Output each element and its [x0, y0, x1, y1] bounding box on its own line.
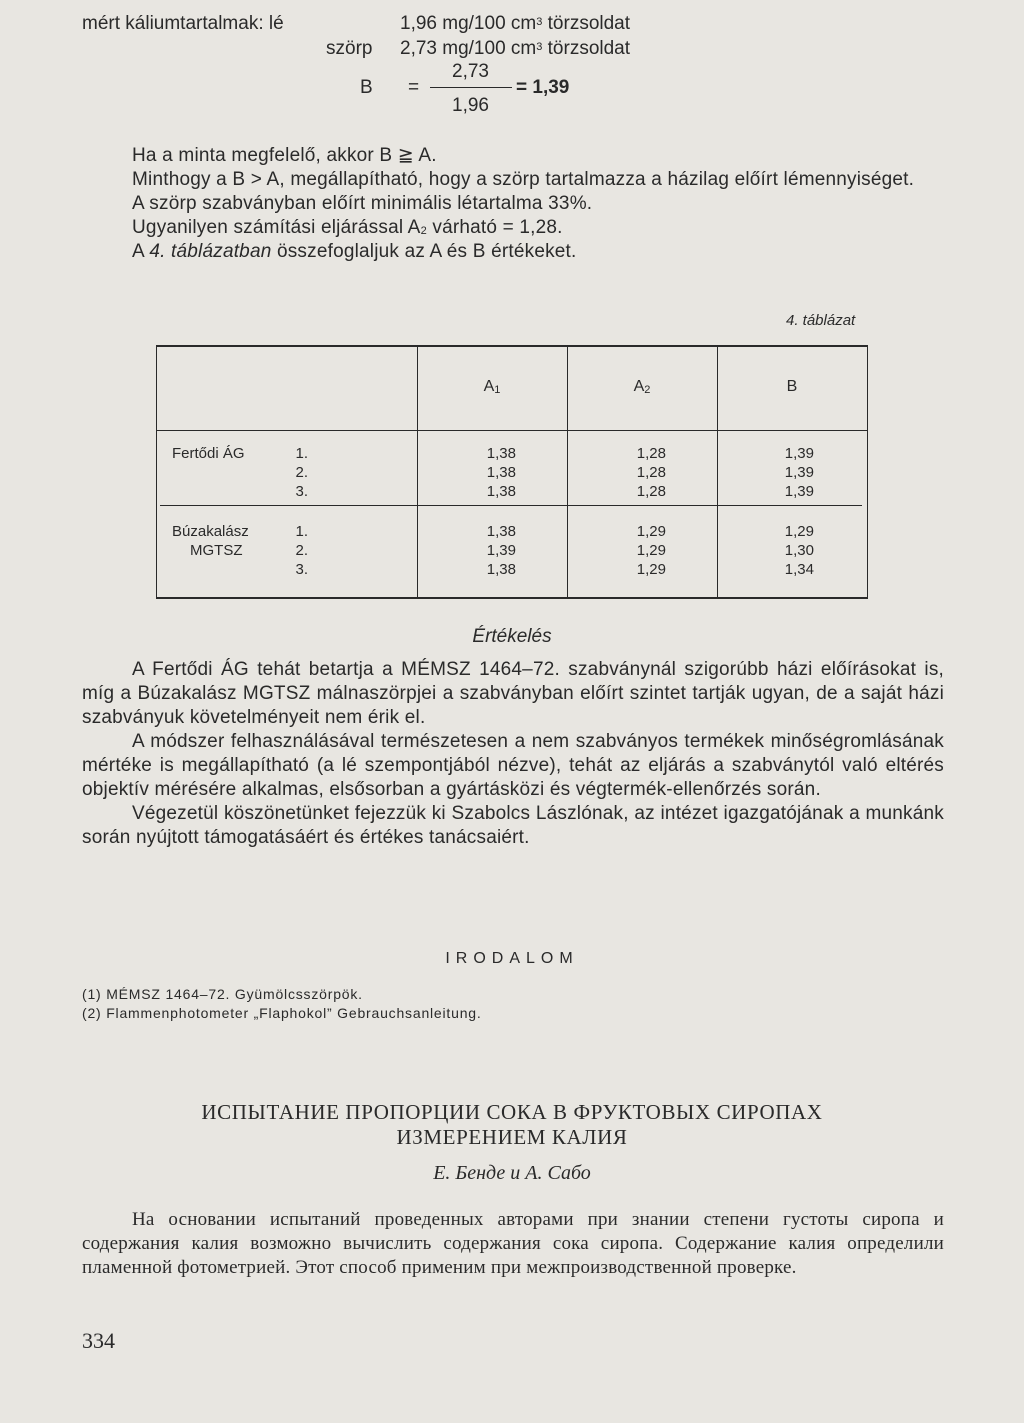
formula-b-symbol: B: [360, 77, 373, 98]
cell-b: 1,29: [784, 523, 814, 540]
page-number: 334: [82, 1328, 115, 1353]
row-number: 2.: [295, 542, 308, 559]
reference-item-2: (2) Flammenphotometer „Flaphokol” Gebrauchsanleitung.: [82, 1005, 482, 1021]
header-a1: A1: [483, 378, 501, 396]
table-caption: 4. táblázat: [786, 312, 856, 329]
header-b: B: [786, 378, 798, 395]
formula-numerator: 2,73: [452, 61, 489, 82]
formula-row1-value: 1,96 mg/100 $cm^3$ törzsoldat: [400, 13, 631, 34]
evaluation-paragraph-1: A Fertődi ÁG tehát betartja a MÉMSZ 1464–72. szabványnál szigorúbb házi előírásokat is, míg a Búzakalász MGTSZ málnaszörpjei a szabványban előírt szintet tartják ugyan, de a saját házi szabványuk követelményeit nem érik el.: [82, 659, 944, 728]
row-number: 1.: [295, 445, 308, 462]
cell-b: 1,30: [784, 542, 814, 559]
cell-b: 1,34: [784, 561, 814, 578]
row-number: 1.: [295, 523, 308, 540]
table-header-rule: [156, 430, 868, 431]
formula-row2-label: szörp: [326, 38, 373, 59]
cell-a1: 1,38: [486, 483, 516, 500]
cell-b: 1,39: [784, 464, 814, 481]
table-group-rule: [160, 505, 862, 506]
cell-a1: 1,39: [486, 542, 516, 559]
cell-a1: 1,38: [486, 464, 516, 481]
formula-result: = 1,39: [516, 77, 570, 98]
intro-line1: Ha a minta megfelelő, akkor B ≧ A.: [132, 145, 437, 166]
row-number: 3.: [295, 561, 308, 578]
table-left-rule: [156, 345, 157, 599]
table-bottom-rule: [156, 597, 868, 599]
references-heading: IRODALOM: [445, 950, 579, 967]
russian-title-line-2: ИЗМЕРЕНИЕМ КАЛИЯ: [396, 1125, 628, 1149]
russian-title-line-1: ИСПЫТАНИЕ ПРОПОРЦИИ СОКА В ФРУКТОВЫХ СИРОПАХ: [201, 1100, 823, 1124]
cell-a1: 1,38: [486, 445, 516, 462]
cell-a2: 1,29: [636, 561, 666, 578]
cell-b: 1,39: [784, 445, 814, 462]
intro-line2: Minthogy a B > A, megállapítható, hogy a szörp tartalmazza a házilag előírt lémennyiséget.: [132, 169, 915, 190]
formula-row1-label: mért káliumtartalmak: lé: [82, 13, 284, 34]
table-top-rule: [156, 345, 868, 347]
russian-authors: Е. Бенде и А. Сабо: [433, 1162, 591, 1184]
russian-abstract: На основании испытаний проведенных авторами при знании степени густоты сиропа и содержания калия возможно вычислить содержания сока сиропа. Содержание калия определили пламенной фотометрией. Этот способ применим при межпроизводственной проверке.: [82, 1209, 944, 1278]
cell-a2: 1,29: [636, 523, 666, 540]
cell-a2: 1,28: [636, 445, 666, 462]
evaluation-paragraph-2: A módszer felhasználásával természetesen a nem szabványos termékek minőségromlásának mértéke is megállapítható (a lé szempontjából nézve), tehát az eljárás a szabványtól való eltérés objektív mérésére alkalmas, elsősorban a gyártásközi és végtermék-ellenőrzés során.: [82, 731, 944, 800]
fraction-line: [430, 87, 512, 88]
group-name-buzakalasz: Búzakalász: [172, 523, 249, 540]
evaluation-block: [82, 658, 944, 850]
formula-equals: =: [408, 77, 420, 98]
group-name-fertodi: Fertődi ÁG: [172, 445, 245, 462]
formula-denominator: 1,96: [452, 95, 489, 116]
evaluation-heading: Értékelés: [472, 626, 552, 647]
table-right-rule: [867, 345, 868, 599]
formula-row2-value: 2,73 mg/100 $cm^3$ törzsoldat: [400, 38, 631, 59]
cell-a2: 1,28: [636, 464, 666, 481]
reference-item-1: (1) MÉMSZ 1464–72. Gyümölcsszörpök.: [82, 986, 363, 1002]
intro-line4: Ugyanilyen számítási eljárással A2 várható = 1,28.: [132, 217, 563, 238]
cell-a2: 1,29: [636, 542, 666, 559]
cell-b: 1,39: [784, 483, 814, 500]
cell-a1: 1,38: [486, 561, 516, 578]
header-a2: A2: [633, 378, 651, 396]
group-name-mgtsz: MGTSZ: [190, 542, 243, 559]
cell-a1: 1,38: [486, 523, 516, 540]
intro-block: [82, 144, 944, 264]
intro-line5: A 4. táblázatban összefoglaljuk az A és B értékeket.: [132, 241, 577, 262]
cell-a2: 1,28: [636, 483, 666, 500]
row-number: 2.: [295, 464, 308, 481]
intro-line3: A szörp szabványban előírt minimális létartalma 33%.: [132, 193, 593, 214]
evaluation-paragraph-3: Végezetül köszönetünket fejezzük ki Szabolcs Lászlónak, az intézet igazgatójának a munkánk során nyújtott támogatásáért és értékes tanácsaiért.: [82, 803, 944, 848]
row-number: 3.: [295, 483, 308, 500]
